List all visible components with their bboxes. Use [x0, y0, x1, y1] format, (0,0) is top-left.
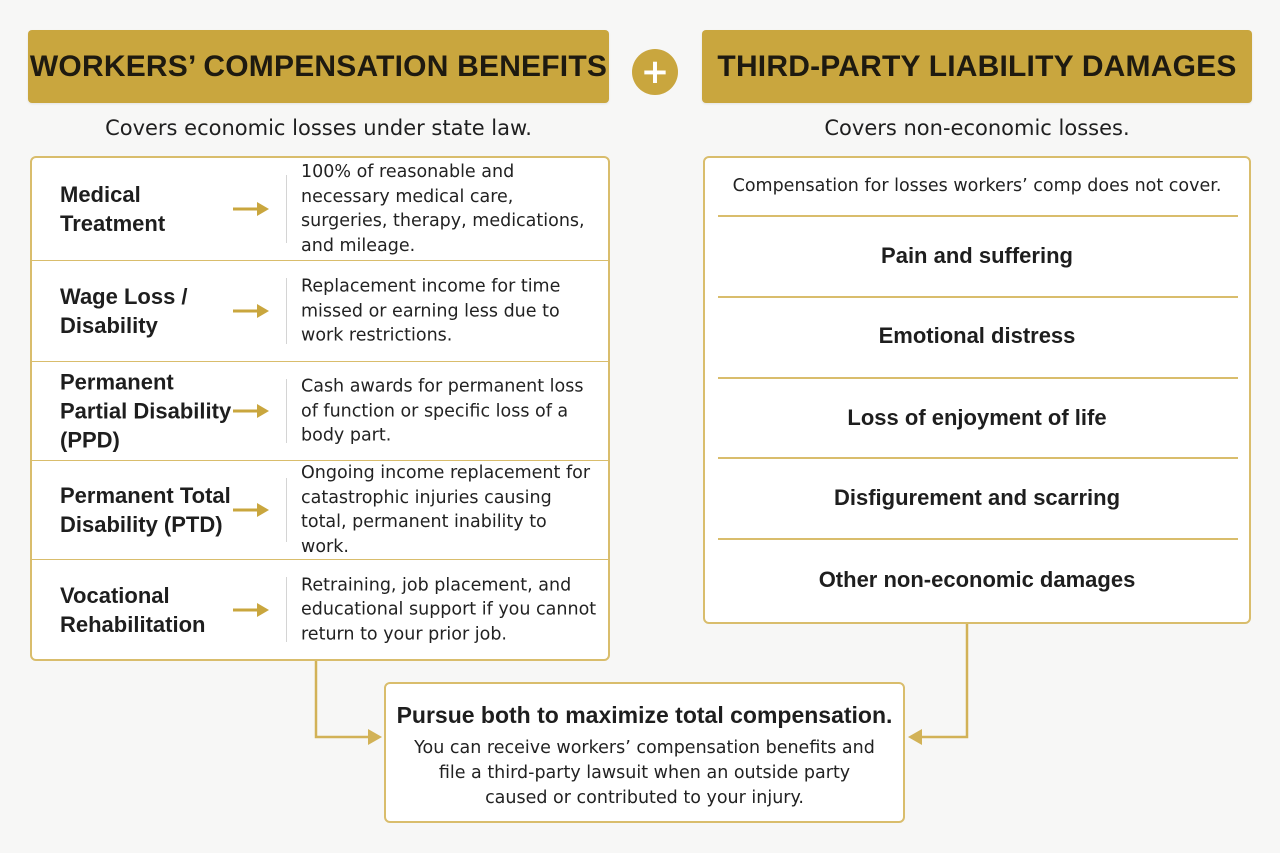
left-connector-line	[316, 661, 370, 737]
divider	[718, 538, 1238, 540]
benefit-title: Permanent Total Disability (PTD)	[60, 483, 231, 537]
benefit-description: Replacement income for time missed or earning less due to work restrictions.	[301, 276, 561, 346]
row-divider	[286, 478, 287, 542]
benefit-description: Cash awards for permanent loss of function or specific loss of a body part.	[301, 376, 584, 446]
conclusion-card	[384, 682, 905, 823]
benefit-title: Vocational Rehabilitation	[60, 582, 206, 637]
benefit-description: Ongoing income replacement for catastrophic injuries causing total, permanent inability to work.	[301, 463, 591, 557]
row-divider	[286, 379, 287, 443]
right-connector-line	[920, 624, 967, 737]
row-divider	[286, 175, 287, 243]
third-party-header: THIRD-PARTY LIABILITY DAMAGES	[702, 30, 1252, 103]
divider	[718, 215, 1238, 217]
damage-item: Other non-economic damages	[818, 567, 1136, 592]
arrow-right-icon	[232, 500, 270, 520]
benefit-row-vocational	[32, 559, 608, 659]
damage-item: Pain and suffering	[881, 243, 1073, 268]
damage-item: Loss of enjoyment of life	[847, 405, 1107, 430]
benefit-description: 100% of reasonable and necessary medical care, surgeries, therapy, medications, and mileage.	[301, 162, 585, 256]
benefit-title: Wage Loss / Disability	[60, 284, 188, 338]
benefit-row-ppd	[32, 361, 608, 460]
benefit-description: Retraining, job placement, and educational support if you cannot return to your prior job.	[301, 574, 597, 644]
benefit-row-medical	[32, 158, 608, 260]
row-divider	[286, 278, 287, 344]
workers-comp-header: WORKERS’ COMPENSATION BENEFITS	[28, 30, 609, 103]
divider	[718, 377, 1238, 379]
arrow-right-icon	[232, 401, 270, 421]
conclusion-body: You can receive workers’ compensation benefits and file a third-party lawsuit when an outside party caused or contributed to your injury.	[414, 738, 875, 808]
arrow-head-icon	[908, 729, 922, 745]
benefit-title: Medical Treatment	[60, 182, 166, 236]
conclusion-title: Pursue both to maximize total compensation.	[396, 702, 893, 728]
arrow-right-icon	[232, 301, 270, 321]
benefit-title: Permanent Partial Disability (PPD)	[60, 369, 232, 453]
divider	[718, 296, 1238, 298]
damages-card	[703, 156, 1251, 624]
damage-item: Emotional distress	[878, 323, 1076, 348]
row-divider	[286, 577, 287, 642]
plus-icon: +	[632, 49, 678, 95]
arrow-head-icon	[368, 729, 382, 745]
third-party-subtitle: Covers non-economic losses.	[824, 116, 1130, 140]
benefit-row-ptd	[32, 460, 608, 559]
damages-intro: Compensation for losses workers’ comp does not cover.	[732, 176, 1222, 196]
divider	[718, 457, 1238, 459]
arrow-right-icon	[232, 600, 270, 620]
benefits-card	[30, 156, 610, 661]
arrow-right-icon	[232, 199, 270, 219]
workers-comp-subtitle: Covers economic losses under state law.	[105, 116, 532, 140]
damage-item: Disfigurement and scarring	[833, 485, 1121, 510]
benefit-row-wage-loss	[32, 260, 608, 361]
